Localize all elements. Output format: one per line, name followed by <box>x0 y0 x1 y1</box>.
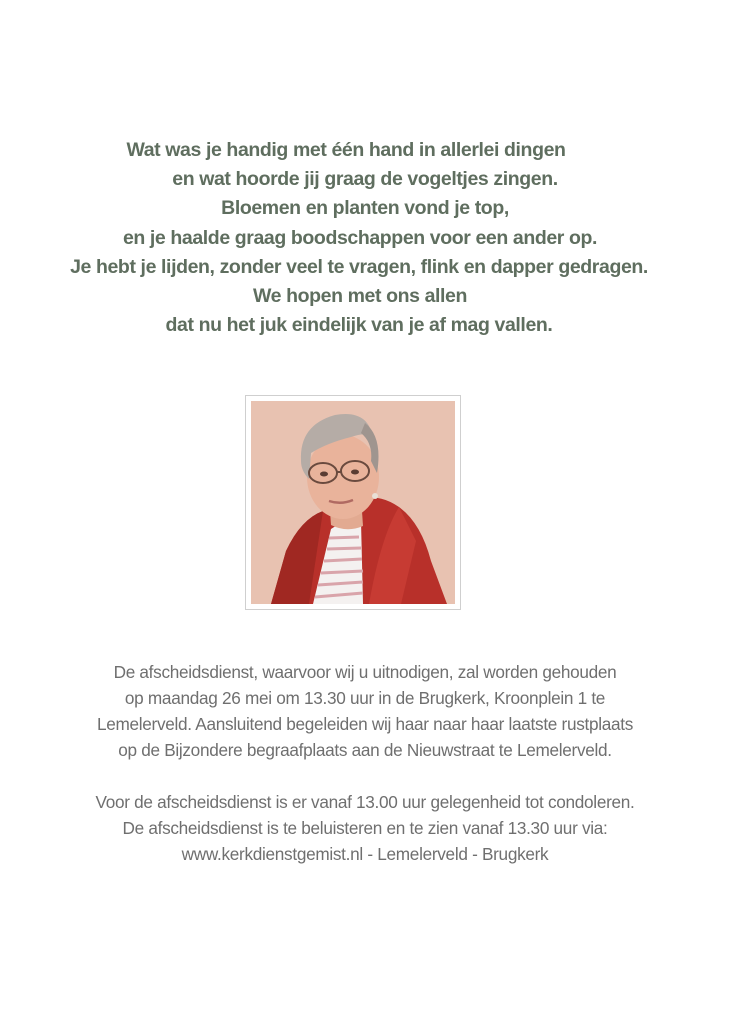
poem-line: dat nu het juk eindelijk van je af mag vallen. <box>165 314 553 337</box>
service-line: op maandag 26 mei om 13.30 uur in de Brugkerk, Kroonplein 1 te <box>124 688 606 708</box>
poem-line: Wat was je handig met één hand in allerlei dingen <box>126 139 566 161</box>
portrait-frame <box>245 395 461 610</box>
poem <box>0 136 730 340</box>
condolence-line: Voor de afscheidsdienst is er vanaf 13.00 uur gelegenheid tot condoleren. <box>95 792 635 812</box>
service-information <box>0 659 730 867</box>
service-line: De afscheidsdienst, waarvoor wij u uitnodigen, zal worden gehouden <box>113 662 617 682</box>
poem-line: Bloemen en planten vond je top, <box>221 197 509 220</box>
paragraph-spacer <box>0 763 730 789</box>
service-line: Lemelerveld. Aansluitend begeleiden wij haar naar haar laatste rustplaats <box>96 714 634 734</box>
portrait-photo <box>251 401 455 604</box>
stream-line: De afscheidsdienst is te beluisteren en te zien vanaf 13.30 uur via: <box>122 818 608 838</box>
stream-url: www.kerkdienstgemist.nl - Lemelerveld - Brugkerk <box>181 844 549 864</box>
poem-line: We hopen met ons allen <box>252 284 468 307</box>
poem-line: Je hebt je lijden, zonder veel te vragen, flink en dapper gedragen. <box>70 255 648 278</box>
poem-line: en je haalde graag boodschappen voor een ander op. <box>122 226 598 249</box>
service-line: op de Bijzondere begraafplaats aan de Nieuwstraat te Lemelerveld. <box>118 740 612 760</box>
poem-line: en wat hoorde jij graag de vogeltjes zingen. <box>172 168 558 191</box>
